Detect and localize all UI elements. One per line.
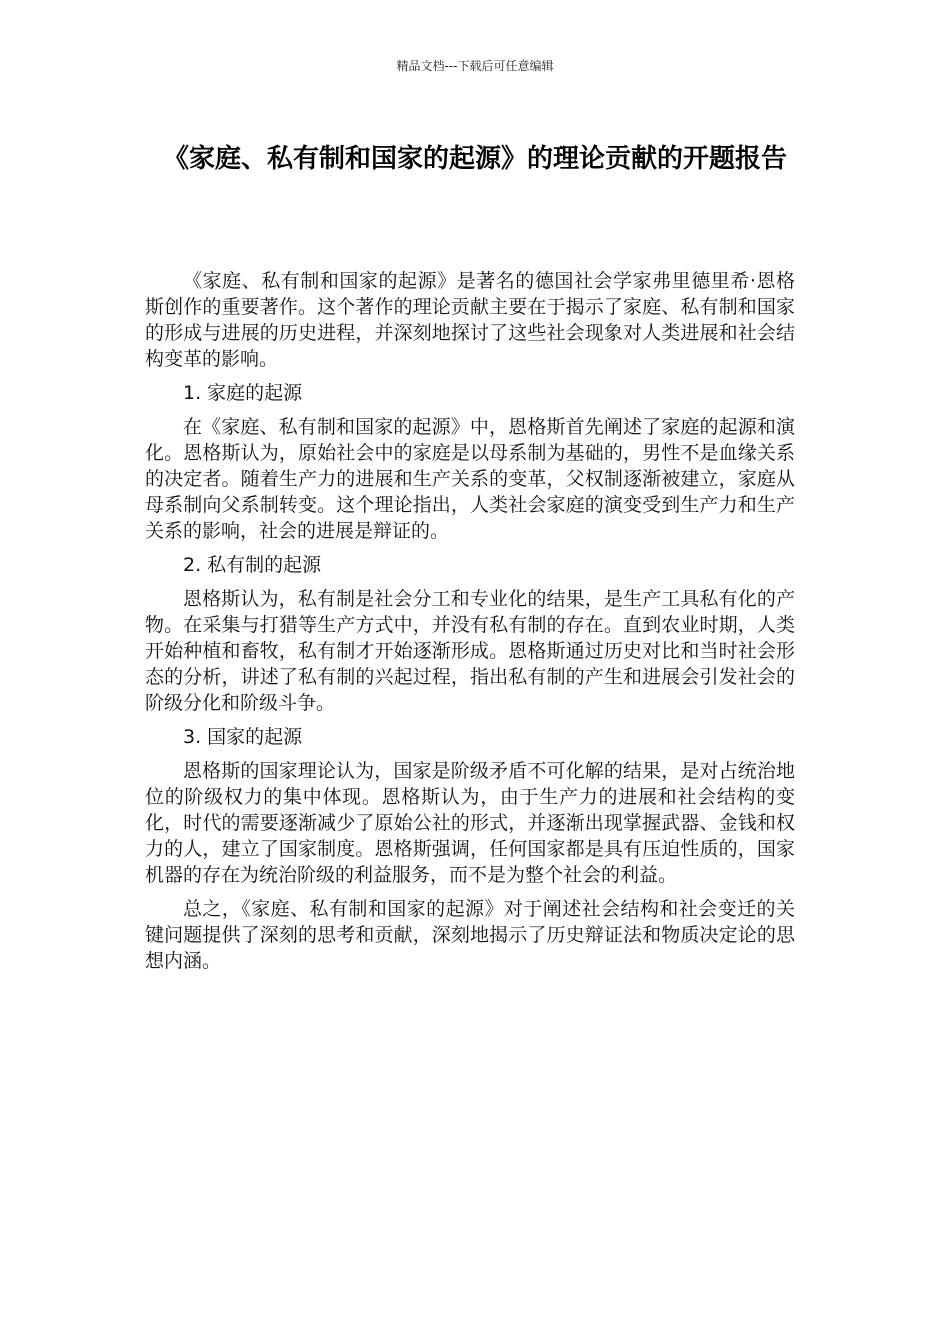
intro-paragraph: 《家庭、私有制和国家的起源》是著名的德国社会学家弗里德里希·恩格斯创作的重要著作。这个著作的理论贡献主要在于揭示了家庭、私有制和国家的形成与进展的历史进程，并深刻地探讨了这些社会现象对人类进展和社会结构变革的影响。 [145, 270, 795, 370]
page-header: 精品文档---下载后可任意编辑 [396, 59, 554, 73]
section-heading-state: 3. 国家的起源 [183, 726, 303, 748]
section-heading-private-property: 2. 私有制的起源 [183, 554, 322, 576]
section-heading-family: 1. 家庭的起源 [183, 382, 303, 404]
section-paragraph-private-property: 恩格斯认为，私有制是社会分工和专业化的结果，是生产工具私有化的产物。在采集与打猎等生产方式中，并没有私有制的存在。直到农业时期，人类开始种植和畜牧，私有制才开始逐渐形成。恩格斯通过历史对比和当时社会形态的分析，讲述了私有制的兴起过程，指出私有制的产生和进展会引发社会的阶级分化和阶级斗争。 [145, 588, 795, 714]
conclusion-paragraph: 总之，《家庭、私有制和国家的起源》对于阐述社会结构和社会变迁的关键问题提供了深刻的思考和贡献，深刻地揭示了历史辩证法和物质决定论的思想内涵。 [145, 898, 795, 972]
document-body [145, 268, 795, 982]
section-paragraph-state: 恩格斯的国家理论认为，国家是阶级矛盾不可化解的结果，是对占统治地位的阶级权力的集中体现。恩格斯认为，由于生产力的进展和社会结构的变化，时代的需要逐渐减少了原始公社的形式，并逐渐出现掌握武器、金钱和权力的人，建立了国家制度。恩格斯强调，任何国家都是具有压迫性质的，国家机器的存在为统治阶级的利益服务，而不是为整个社会的利益。 [145, 760, 795, 886]
document-title: 《家庭、私有制和国家的起源》的理论贡献的开题报告 [162, 144, 787, 174]
section-paragraph-family: 在《家庭、私有制和国家的起源》中，恩格斯首先阐述了家庭的起源和演化。恩格斯认为，原始社会中的家庭是以母系制为基础的，男性不是血缘关系的决定者。随着生产力的进展和生产关系的变革，父权制逐渐被建立，家庭从母系制向父系制转变。这个理论指出，人类社会家庭的演变受到生产力和生产关系的影响，社会的进展是辩证的。 [145, 416, 795, 542]
